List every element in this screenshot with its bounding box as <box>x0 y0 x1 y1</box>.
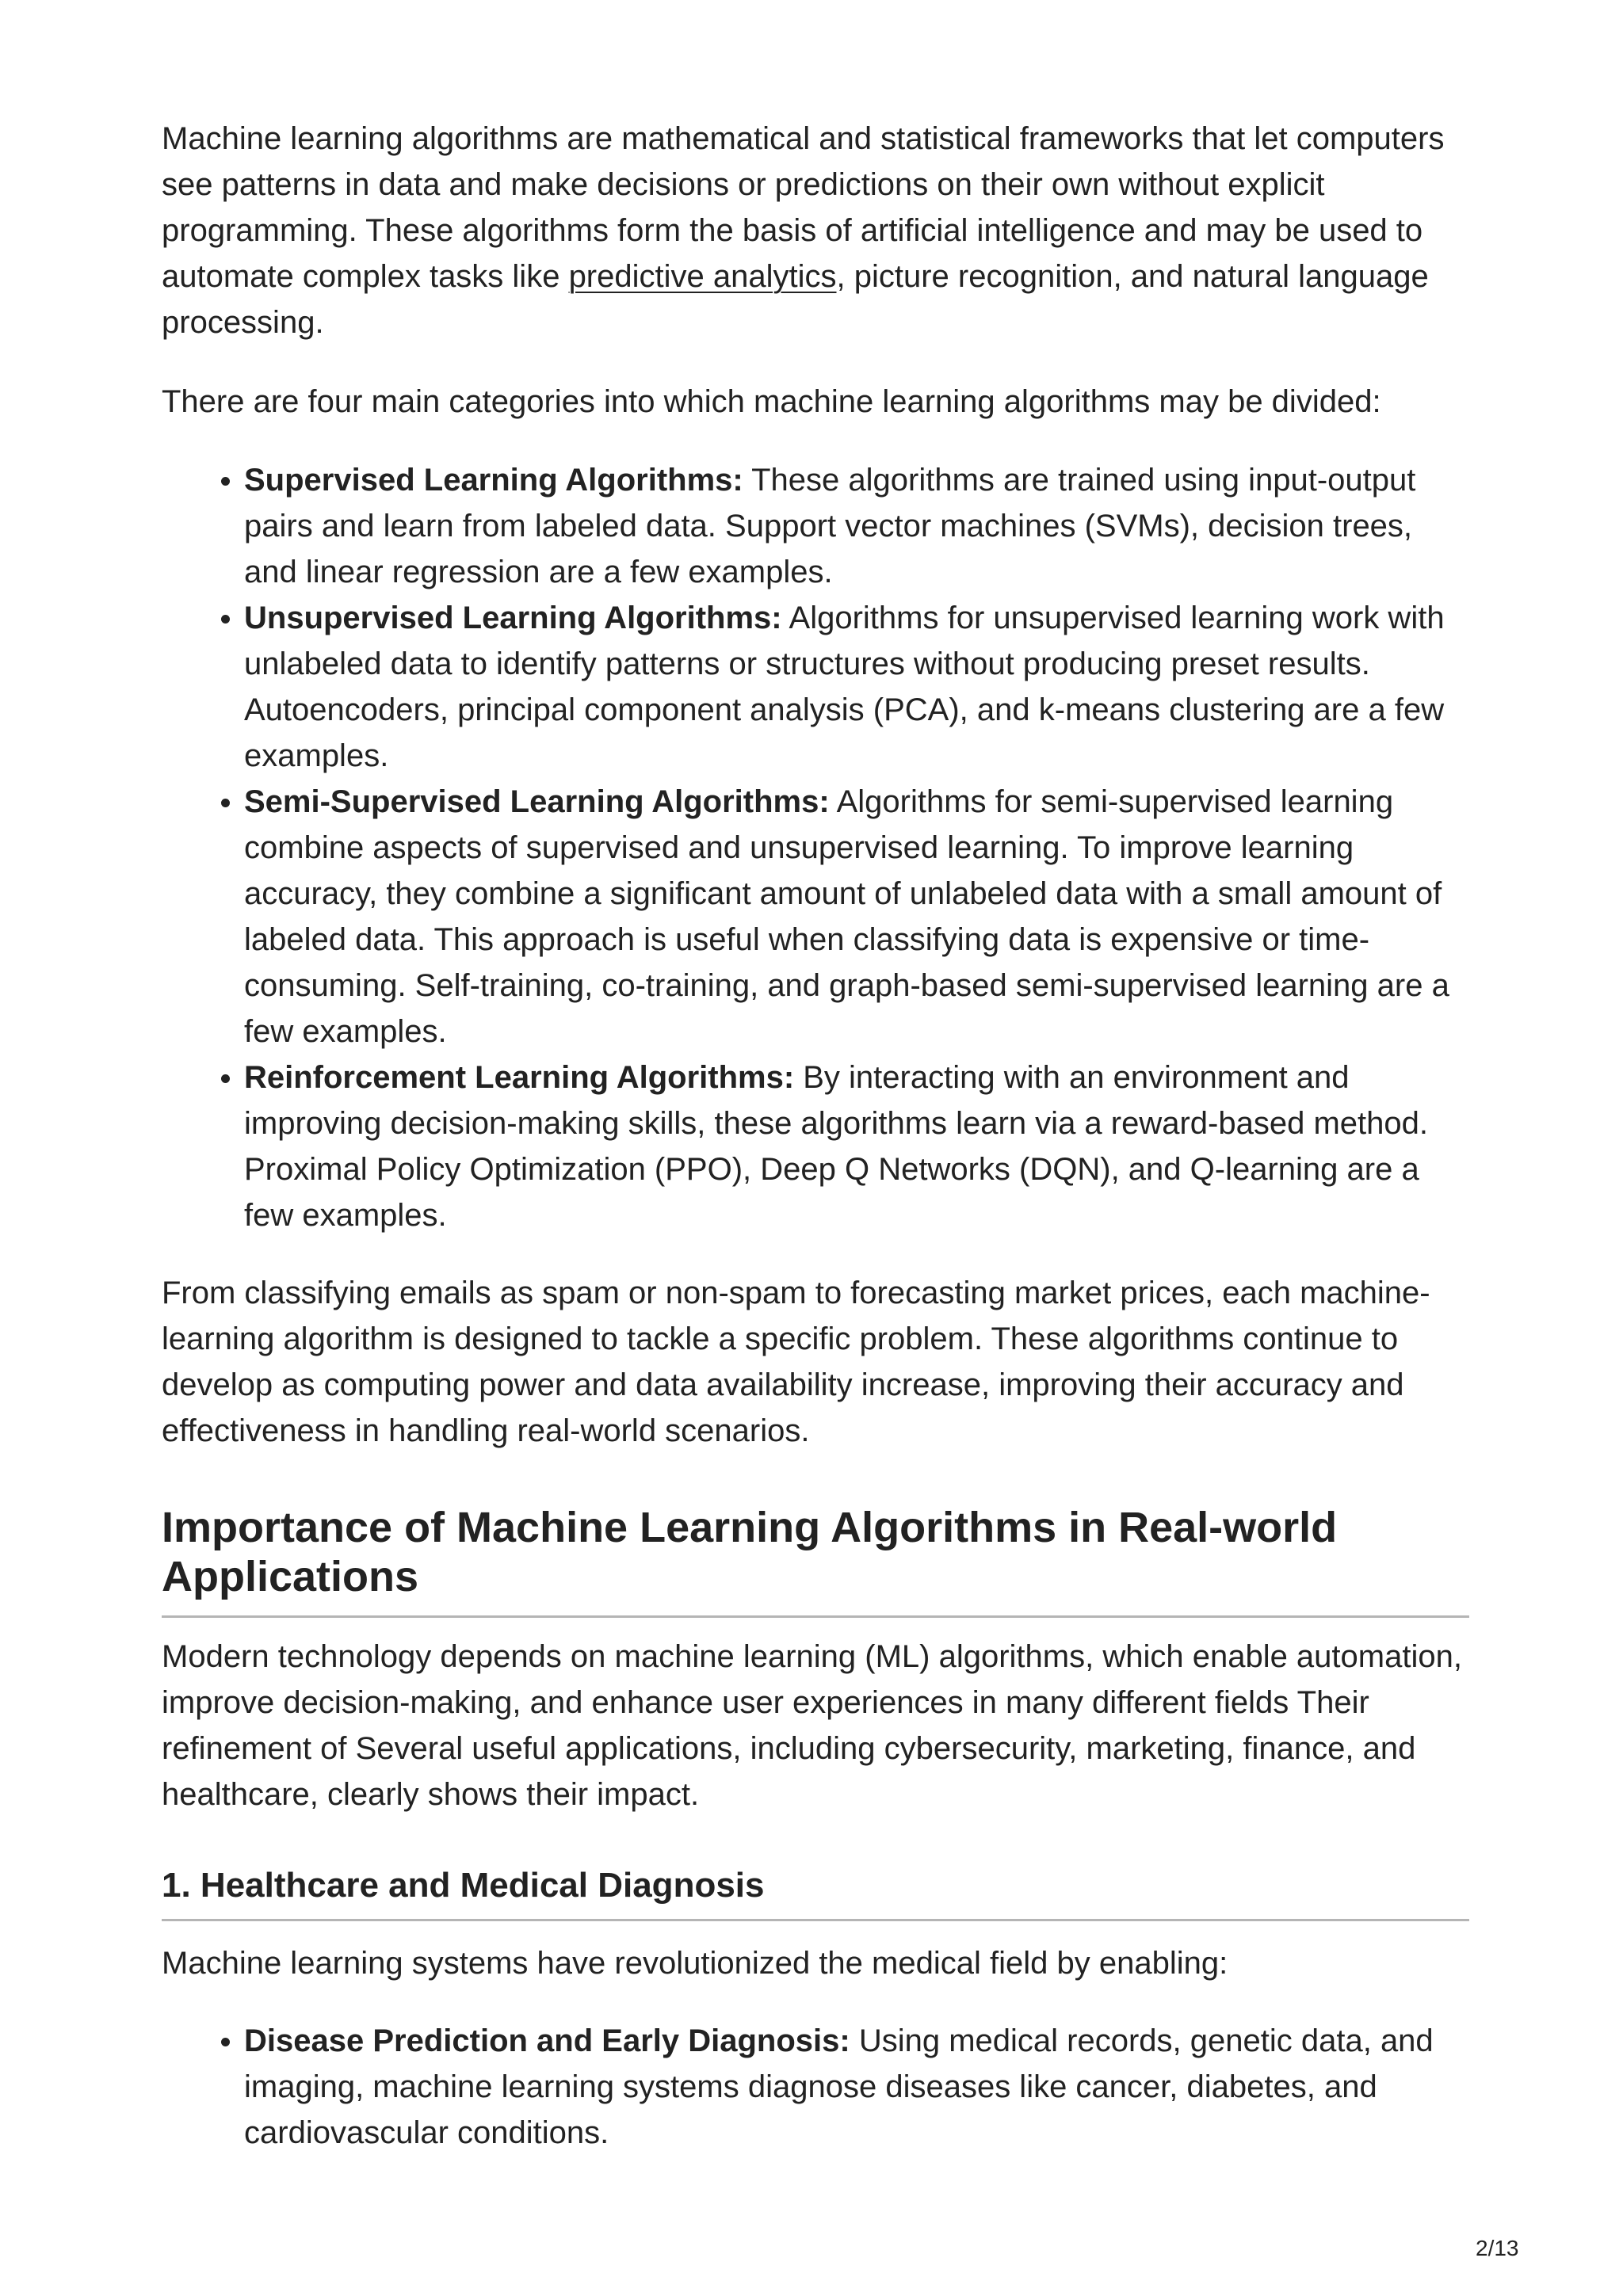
list-item-disease-prediction <box>244 2018 1469 2156</box>
list-item-term: Unsupervised Learning Algorithms: <box>244 601 782 635</box>
list-item-reinforcement <box>244 1055 1469 1238</box>
section-paragraph: Modern technology depends on machine learning (ML) algorithms, which enable automation, improve decision-making, and enhance user experiences in many different fields Their refinement of Several useful applications, including cybersecurity, marketing, finance, and healthcare, clearly shows their impact. <box>162 1639 1462 1812</box>
categories-list <box>162 457 1469 1238</box>
list-item-term: Disease Prediction and Early Diagnosis: <box>244 2023 850 2058</box>
document-body <box>162 116 1469 2187</box>
list-item-term: Supervised Learning Algorithms: <box>244 463 743 498</box>
list-item-text: Algorithms for semi-supervised learning combine aspects of supervised and unsupervised learning. To improve learning accuracy, they combine a significant amount of unlabeled data with a small amount of labeled data. This approach is useful when classifying data is expensive or time-consuming. Self-training, co-training, and graph-based semi-supervised learning are a few examples. <box>244 784 1449 1049</box>
categories-intro: There are four main categories into which machine learning algorithms may be divided: <box>162 384 1381 419</box>
page-number: 2/13 <box>1476 2236 1519 2260</box>
section-heading: Importance of Machine Learning Algorithms in Real-world Applications <box>162 1503 1469 1618</box>
intro-text-start: Machine learning algorithms are mathematical and statistical frameworks that let computers see patterns in data and make decisions or predictions on their own without explicit programming. These algorithms form the basis of artificial intelligence and may be used to automate complex tasks like <box>162 121 1445 294</box>
closing-paragraph: From classifying emails as spam or non-spam to forecasting market prices, each machine-learning algorithm is designed to tackle a specific problem. These algorithms continue to develop as computing power and data availability increase, improving their accuracy and effectiveness in handling real-world scenarios. <box>162 1276 1430 1448</box>
subsection-intro: Machine learning systems have revolutionized the medical field by enabling: <box>162 1946 1228 1981</box>
intro-text-end: , picture recognition, and natural language processing. <box>162 259 1429 340</box>
list-item-term: Reinforcement Learning Algorithms: <box>244 1060 795 1095</box>
list-item-semi-supervised <box>244 779 1469 1055</box>
list-item-text: By interacting with an environment and improving decision-making skills, these algorithms learn via a reward-based method. Proximal Policy Optimization (PPO), Deep Q Networks (DQN), and Q-learning are a few examples. <box>244 1060 1429 1233</box>
subsection-heading: 1. Healthcare and Medical Diagnosis <box>162 1865 1469 1921</box>
list-item-supervised <box>244 457 1469 595</box>
list-item-text: Algorithms for unsupervised learning work with unlabeled data to identify patterns or structures without producing preset results. Autoencoders, principal component analysis (PCA), and k-means clustering are a few examples. <box>244 601 1445 773</box>
list-item-term: Semi-Supervised Learning Algorithms: <box>244 784 830 819</box>
predictive-analytics-link[interactable]: predictive analytics <box>568 259 837 294</box>
list-item-unsupervised <box>244 595 1469 779</box>
list-item-text: These algorithms are trained using input-output pairs and learn from labeled data. Support vector machines (SVMs), decision trees, and linear regression are a few examples. <box>244 463 1416 589</box>
healthcare-list <box>162 2018 1469 2156</box>
intro-paragraph <box>162 116 1469 345</box>
list-item-text: Using medical records, genetic data, and imaging, machine learning systems diagnose diseases like cancer, diabetes, and cardiovascular conditions. <box>244 2023 1434 2150</box>
